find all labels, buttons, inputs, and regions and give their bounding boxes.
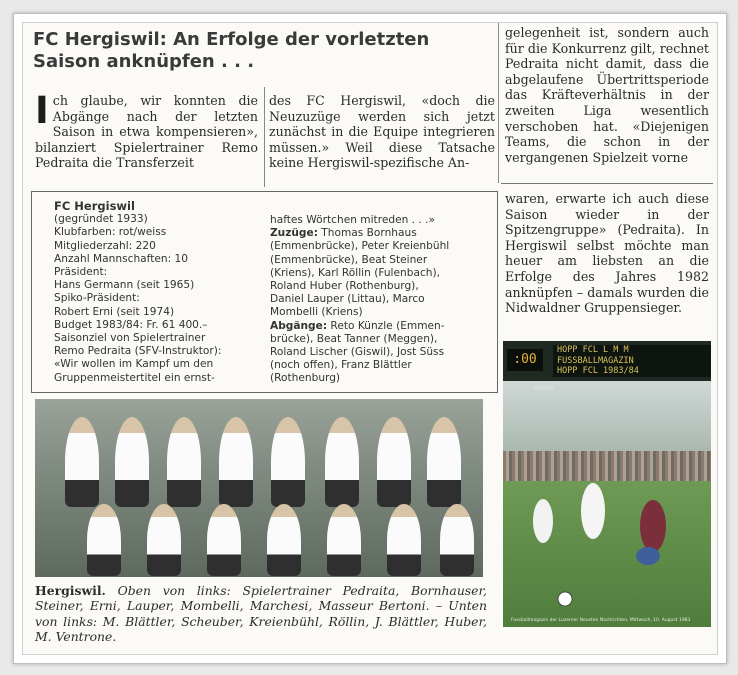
info-line bbox=[270, 346, 495, 359]
info-line bbox=[270, 227, 495, 240]
player-figure bbox=[327, 504, 361, 576]
info-line bbox=[270, 267, 495, 280]
info-line-text: Roland Lischer (Giswil), Jost Süss bbox=[270, 346, 445, 359]
photo-crowd bbox=[503, 451, 711, 481]
player-figure bbox=[147, 504, 181, 576]
info-line bbox=[270, 240, 495, 253]
photo-pitch bbox=[503, 481, 711, 627]
headline bbox=[33, 29, 493, 73]
info-line-text: (Kriens), Karl Röllin (Fulenbach), bbox=[270, 266, 440, 279]
article-column-3 bbox=[505, 25, 709, 165]
info-line: Remo Pedraita (SFV-Instruktor): bbox=[54, 345, 222, 358]
info-line: Saisonziel von Spielertrainer bbox=[54, 332, 206, 345]
player-figure bbox=[533, 499, 553, 543]
column-3-bottom-text: waren, erwarte ich auch diese Saison wieder in der Spitzengruppe» (Pedraita). In Hergiswil selbst möchte man heuer am liebsten an die Erfolge des Jahres 1982 anknüpfen – damals wurden die Nidwaldner Gruppensieger. bbox=[505, 191, 709, 316]
team-photo bbox=[35, 399, 483, 577]
info-line: Spiko-Präsident: bbox=[54, 292, 140, 305]
players-illustration bbox=[503, 481, 711, 627]
match-photo bbox=[503, 341, 711, 627]
board-line-2: FUSSBALLMAGAZIN bbox=[557, 355, 634, 366]
info-line-text: brücke), Beat Tanner (Meggen), bbox=[270, 332, 438, 345]
info-line-label: Zuzüge: bbox=[270, 227, 318, 240]
info-line bbox=[270, 293, 495, 306]
info-line bbox=[270, 214, 495, 227]
player-figure bbox=[387, 504, 421, 576]
player-figure bbox=[581, 483, 605, 539]
player-figure bbox=[640, 500, 666, 552]
player-figure bbox=[267, 504, 301, 576]
info-line-text: (Rothenburg) bbox=[270, 372, 341, 385]
player-figure bbox=[115, 417, 149, 507]
column-1-text: ch glaube, wir konnten die Abgänge nach der letzten Saison in etwa kompensieren», bilanziert Spielertrainer Remo Pedraita die Transferzeit bbox=[35, 93, 258, 171]
column-rule bbox=[501, 183, 713, 184]
info-line: Mitgliederzahl: 220 bbox=[54, 239, 156, 252]
info-line: Budget 1983/84: Fr. 61 400.– bbox=[54, 318, 208, 331]
info-title: FC Hergiswil bbox=[54, 199, 135, 213]
photo-fine-print: Fussballmagazin der Luzerner Neusten Nachrichten, Mittwoch, 10. August 1983 bbox=[511, 618, 691, 623]
info-line-text: (noch offen), Franz Blättler bbox=[270, 359, 412, 372]
column-2-text: des FC Hergiswil, «doch die Neuzuzüge werden sich jetzt zunächst in die Equipe integrieren müssen.» Weil diese Tatsache keine Hergiswil-spezifische An- bbox=[269, 93, 495, 171]
info-line-text: Roland Huber (Rothenburg), bbox=[270, 280, 419, 293]
player-figure bbox=[377, 417, 411, 507]
info-line-text: Mombelli (Kriens) bbox=[270, 306, 363, 319]
player-figure bbox=[427, 417, 461, 507]
player-figure bbox=[325, 417, 359, 507]
board-line-3: HOPP FCL 1983/84 bbox=[557, 366, 639, 376]
info-line-text: (Emmenbrücke), Peter Kreienbühl bbox=[270, 240, 450, 253]
page-frame bbox=[13, 13, 727, 664]
score-clock: :00 bbox=[507, 349, 543, 371]
info-line: «Wir wollen im Kampf um den bbox=[54, 358, 214, 371]
info-line: (gegründet 1933) bbox=[54, 213, 148, 226]
column-divider bbox=[498, 23, 499, 183]
headline-line-2: Saison anknüpfen . . . bbox=[33, 51, 255, 72]
caption-lead: Hergiswil. bbox=[35, 583, 106, 598]
headline-line-1: FC Hergiswil: An Erfolge der vorletzten bbox=[33, 29, 430, 50]
info-line: Robert Erni (seit 1974) bbox=[54, 305, 175, 318]
info-left-column bbox=[54, 200, 279, 385]
info-line: Klubfarben: rot/weiss bbox=[54, 226, 167, 239]
info-line bbox=[270, 306, 495, 319]
column-3-top-text: gelegenheit ist, sondern auch für die Konkurrenz gilt, rechnet Pedraita nicht damit, dass die abgelaufene Übertrittsperiode das Kräfteverhältnis in der zweiten Liga wesentlich verschoben hat. «Diejenigen Teams, die schon in der vergangenen Spielzeit vorne bbox=[505, 25, 709, 165]
player-figure bbox=[440, 504, 474, 576]
info-line: Hans Germann (seit 1965) bbox=[54, 279, 195, 292]
info-line-label: Abgänge: bbox=[270, 319, 328, 332]
player-figure bbox=[271, 417, 305, 507]
player-figure bbox=[65, 417, 99, 507]
club-info-box bbox=[31, 191, 498, 393]
player-figure bbox=[219, 417, 253, 507]
stadium-sign: Vevey bbox=[533, 384, 555, 392]
info-line bbox=[270, 280, 495, 293]
info-line bbox=[270, 372, 495, 385]
newspaper-page bbox=[22, 22, 718, 655]
info-line bbox=[270, 333, 495, 346]
player-shorts bbox=[636, 547, 660, 565]
photo-caption bbox=[35, 583, 487, 645]
player-figure bbox=[87, 504, 121, 576]
info-line-text: Thomas Bornhaus bbox=[317, 227, 417, 240]
info-line-text: Reto Künzle (Emmen- bbox=[327, 319, 445, 332]
info-line-text: haftes Wörtchen mitreden . . .» bbox=[270, 214, 435, 226]
info-right-column bbox=[270, 214, 495, 386]
info-line-text: Daniel Lauper (Littau), Marco bbox=[270, 293, 425, 306]
score-display bbox=[553, 345, 711, 377]
article-column-3-continued bbox=[505, 191, 709, 316]
player-figure bbox=[207, 504, 241, 576]
ball-icon bbox=[558, 592, 572, 606]
info-line bbox=[270, 359, 495, 372]
info-line bbox=[270, 320, 495, 333]
scoreboard bbox=[503, 341, 711, 381]
drop-cap: I bbox=[35, 89, 49, 132]
info-right-lines bbox=[270, 214, 495, 386]
info-line-text: (Emmenbrücke), Beat Steiner bbox=[270, 253, 428, 266]
board-line-1: HOPP FCL L M M bbox=[557, 345, 629, 355]
info-left-lines bbox=[54, 213, 279, 385]
column-divider bbox=[264, 87, 265, 187]
info-line: Präsident: bbox=[54, 266, 108, 279]
info-line: Anzahl Mannschaften: 10 bbox=[54, 252, 188, 265]
article-column-2 bbox=[269, 93, 495, 171]
info-line: Gruppenmeistertitel ein ernst- bbox=[54, 371, 215, 384]
info-line bbox=[270, 254, 495, 267]
player-figure bbox=[167, 417, 201, 507]
article-column-1 bbox=[35, 89, 258, 171]
caption-text: Oben von links: Spielertrainer Pedraita, Bornhauser, Steiner, Erni, Lauper, Mombelli, Marchesi, Masseur Bertoni. – Unten von links: M. Blättler, Scheuber, Kreienbühl, Röllin, J. Blättler, Huber, M. Ventrone. bbox=[35, 583, 487, 645]
